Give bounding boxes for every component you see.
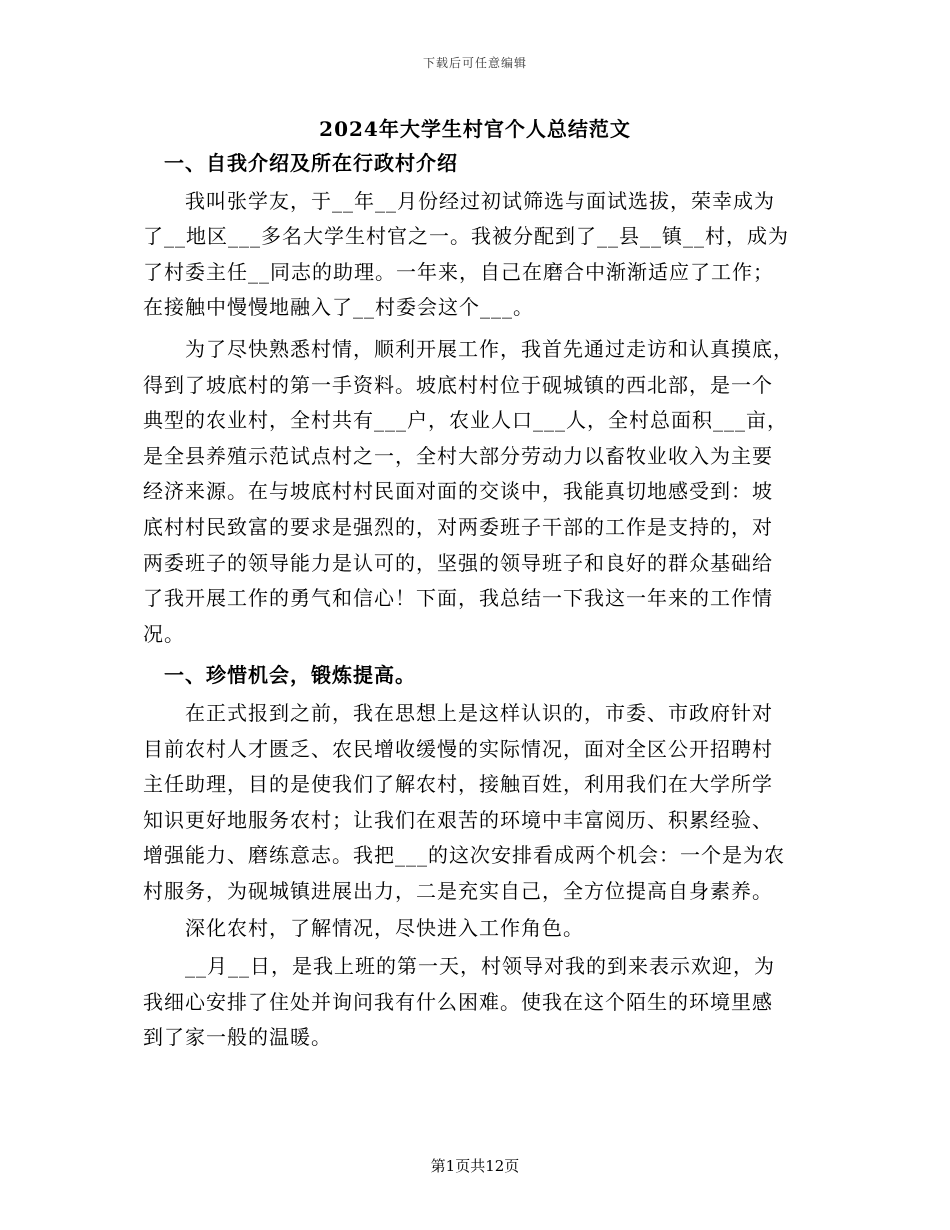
section-heading: 一、珍惜机会，锻炼提高。 xyxy=(143,663,416,688)
paragraph-line: 得到了坡底村的第一手资料。坡底村村位于砚城镇的西北部，是一个 xyxy=(143,372,773,397)
paragraph-line: 目前农村人才匮乏、农民增收缓慢的实际情况，面对全区公开招聘村 xyxy=(143,736,773,761)
paragraph-line: 底村村民致富的要求是强烈的，对两委班子干部的工作是支持的，对 xyxy=(143,514,773,539)
paragraph-line: 主任助理，目的是使我们了解农村，接触百姓，利用我们在大学所学 xyxy=(143,772,773,797)
paragraph-line: 在接触中慢慢地融入了__村委会这个___。 xyxy=(143,295,534,320)
paragraph-line: 了我开展工作的勇气和信心！下面，我总结一下我这一年来的工作情 xyxy=(143,586,773,611)
paragraph-line: 两委班子的领导能力是认可的，坚强的领导班子和良好的群众基础给 xyxy=(143,550,773,575)
paragraph-line: 了__地区___多名大学生村官之一。我被分配到了__县__镇__村，成为 xyxy=(143,224,789,249)
paragraph-line: 知识更好地服务农村；让我们在艰苦的环境中丰富阅历、积累经验、 xyxy=(143,807,773,832)
document-title: 2024年大学生村官个人总结范文 xyxy=(319,117,631,141)
section-heading: 一、自我介绍及所在行政村介绍 xyxy=(143,151,458,175)
paragraph-line: __月__日，是我上班的第一天，村领导对我的到来表示欢迎，为 xyxy=(143,954,775,979)
paragraph-line: 增强能力、磨练意志。我把___的这次安排看成两个机会：一个是为农 xyxy=(143,843,785,868)
page-footer: 第1页共12页 xyxy=(430,1157,520,1175)
paragraph-line: 村服务，为砚城镇进展出力，二是充实自己，全方位提高自身素养。 xyxy=(143,878,773,903)
paragraph-line: 深化农村，了解情况，尽快进入工作角色。 xyxy=(143,916,584,941)
paragraph-line: 况。 xyxy=(143,621,185,646)
paragraph-line: 在正式报到之前，我在思想上是这样认识的，市委、市政府针对 xyxy=(143,700,773,725)
paragraph-line: 为了尽快熟悉村情，顺利开展工作，我首先通过走访和认真摸底， xyxy=(143,336,794,361)
paragraph-line: 经济来源。在与坡底村村民面对面的交谈中，我能真切地感受到：坡 xyxy=(143,479,773,504)
header-note: 下载后可任意编辑 xyxy=(422,56,527,70)
document-body xyxy=(143,146,813,1056)
paragraph-line: 是全县养殖示范试点村之一，全村大部分劳动力以畜牧业收入为主要 xyxy=(143,443,773,468)
paragraph-line: 我叫张学友，于__年__月份经过初试筛选与面试选拔，荣幸成为 xyxy=(143,188,775,213)
paragraph-line: 典型的农业村，全村共有___户，农业人口___人，全村总面积___亩， xyxy=(143,408,788,433)
paragraph-line: 到了家一般的温暖。 xyxy=(143,1025,332,1050)
paragraph-line: 了村委主任__同志的助理。一年来，自己在磨合中渐渐适应了工作； xyxy=(143,259,774,284)
paragraph-line: 我细心安排了住处并询问我有什么困难。使我在这个陌生的环境里感 xyxy=(143,989,773,1014)
